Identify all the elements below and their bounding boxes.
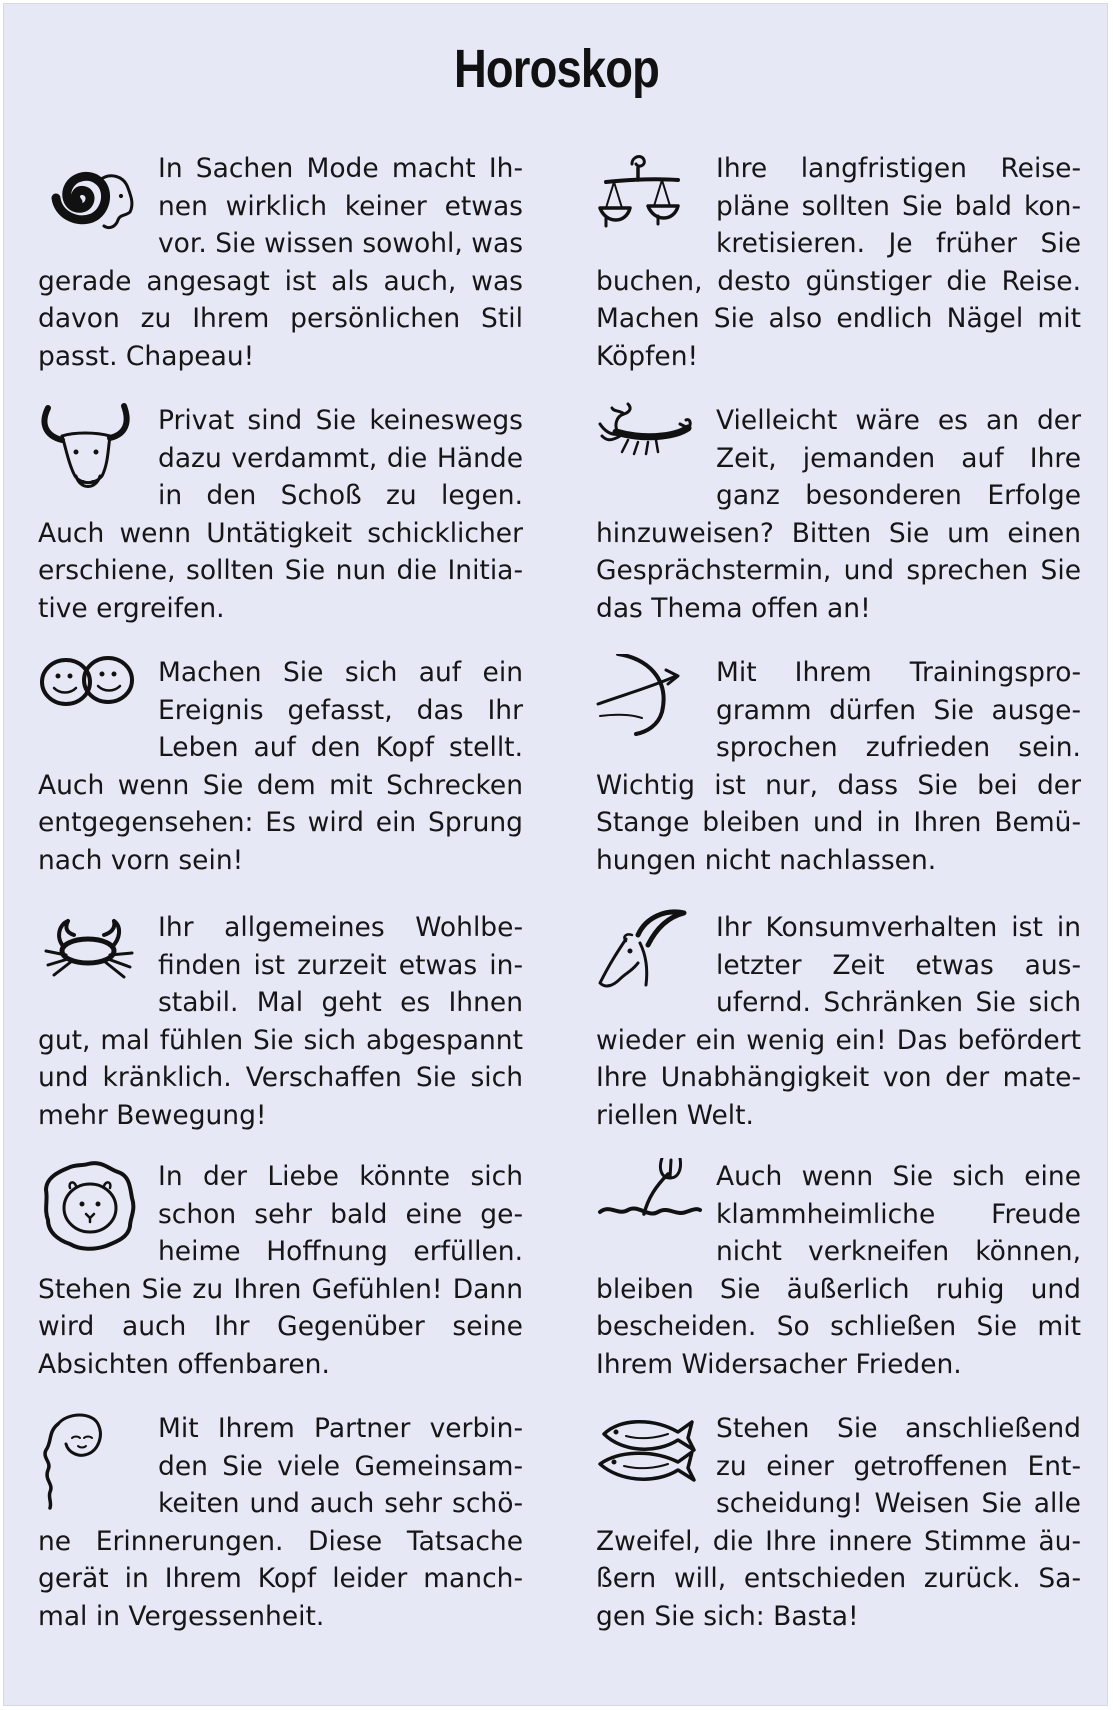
horoscope-text: Machen Sie sich auf ein Ereignis gefasst, das Ihr Leben auf den Kopf stellt. Auch wenn Sie dem mit Schrecken entgegensehen: Es wird ein Sprung nach vorn sein! — [38, 657, 523, 876]
horoscope-text: Mit Ihrem Trainingsprogramm dürfen Sie ausgesprochen zufrieden sein. Wichtig ist nur, dass Sie bei der Stange bleiben und in Ihren Bemühungen nicht nachlassen. — [596, 657, 1081, 876]
horoscope-entry-pisces — [596, 1410, 1081, 1635]
horoscope-entry-cancer — [38, 909, 523, 1134]
page-title: Horoskop — [454, 39, 659, 99]
horoscope-entry-sagittarius — [596, 654, 1081, 879]
pisces-icon — [596, 1410, 712, 1522]
cancer-icon — [38, 909, 154, 1021]
horoscope-text: In der Liebe könnte sich schon sehr bald eine geheime Hoffnung erfüllen. Stehen Sie zu Ihren Gefühlen! Dann wird auch Ihr Gegenüber seine Absichten offenbaren. — [38, 1161, 523, 1380]
horoscope-text: Privat sind Sie keineswegs dazu verdammt, die Hände in den Schoß zu legen. Auch wenn Untätigkeit schicklicher erschiene, sollten Sie nun die Initiative ergreifen. — [38, 405, 523, 624]
horoscope-entry-libra — [596, 150, 1081, 375]
horoscope-text: Mit Ihrem Partner verbinden Sie viele Gemeinsamkeiten und auch sehr schöne Erinnerungen. Diese Tatsache gerät in Ihrem Kopf leider manchmal in Vergessenheit. — [38, 1413, 523, 1632]
horoscope-text: Vielleicht wäre es an der Zeit, jemanden auf Ihre ganz besonderen Erfolge hinzuweisen? Bitten Sie um einen Gesprächstermin, und sprechen Sie das Thema offen an! — [596, 405, 1081, 624]
horoscope-entry-gemini — [38, 654, 523, 879]
sagittarius-icon — [596, 654, 712, 766]
leo-icon — [38, 1158, 154, 1270]
horoscope-entry-taurus — [38, 402, 523, 627]
horoscope-text: In Sachen Mode macht Ihnen wirklich keiner etwas vor. Sie wissen sowohl, was gerade angesagt ist als auch, was davon zu Ihrem persönlichen Stil passt. Chapeau! — [38, 153, 523, 372]
horoscope-text: Auch wenn Sie sich eine klammheimliche Freude nicht verkneifen können, bleiben Sie äußerlich ruhig und bescheiden. So schließen Sie mit Ihrem Widersacher Frieden. — [596, 1161, 1081, 1380]
aquarius-icon — [596, 1158, 712, 1270]
capricorn-icon — [596, 909, 712, 1021]
scorpio-icon — [596, 402, 712, 514]
horoscope-entry-scorpio — [596, 402, 1081, 627]
gemini-icon — [38, 654, 154, 766]
horoscope-text: Ihr Konsumverhalten ist in letzter Zeit etwas ausufernd. Schränken Sie sich wieder ein wenig ein! Das befördert Ihre Unabhängigkeit von der materiellen Welt. — [596, 912, 1081, 1131]
taurus-icon — [38, 402, 154, 514]
horoscope-entry-capricorn — [596, 909, 1081, 1134]
virgo-icon — [38, 1410, 154, 1522]
horoscope-entry-leo — [38, 1158, 523, 1383]
horoscope-text: Stehen Sie anschließend zu einer getroffenen Entscheidung! Weisen Sie alle Zweifel, die Ihre innere Stimme äußern will, entschieden zurück. Sagen Sie sich: Basta! — [596, 1413, 1081, 1632]
horoscope-page — [3, 3, 1108, 1706]
horoscope-entry-virgo — [38, 1410, 523, 1635]
aries-icon — [38, 150, 154, 262]
libra-icon — [596, 150, 712, 262]
horoscope-entry-aries — [38, 150, 523, 375]
horoscope-text: Ihr allgemeines Wohlbefinden ist zurzeit etwas instabil. Mal geht es Ihnen gut, mal fühlen Sie sich abgespannt und kränklich. Verschaffen Sie sich mehr Bewegung! — [38, 912, 523, 1131]
horoscope-text: Ihre langfristigen Reisepläne sollten Sie bald konkretisieren. Je früher Sie buchen, desto günstiger die Reise. Machen Sie also endlich Nägel mit Köpfen! — [596, 153, 1081, 372]
horoscope-entry-aquarius — [596, 1158, 1081, 1383]
